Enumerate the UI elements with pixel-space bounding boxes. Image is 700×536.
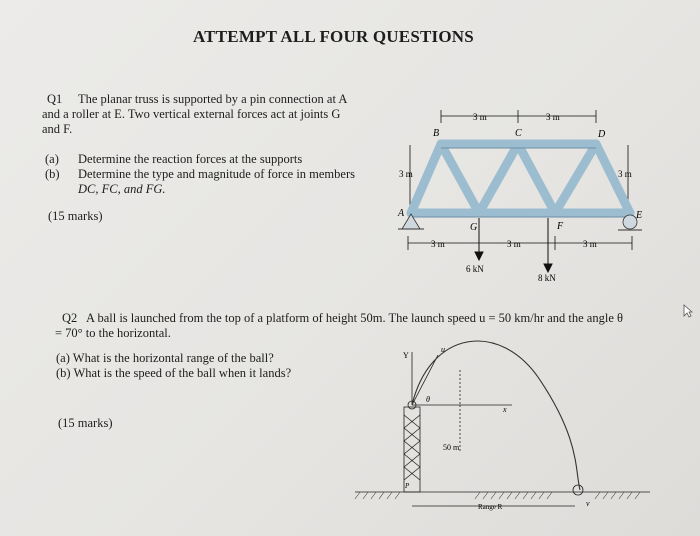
q2-number: Q2	[62, 311, 78, 325]
dim-right: 3 m	[618, 169, 632, 179]
q1-number: Q1	[47, 92, 63, 106]
q1-a-text: Determine the reaction forces at the supports	[78, 152, 303, 166]
q1-line-1: The planar truss is supported by a pin connection at A	[78, 92, 348, 106]
q1-line-3: and F.	[42, 122, 73, 136]
q1-a-label: (a)	[45, 152, 59, 166]
load-label-f: 8 kN	[538, 273, 556, 283]
joint-label-f: F	[557, 221, 564, 232]
x-axis-label: x	[503, 405, 507, 414]
joint-label-a: A	[398, 208, 405, 219]
joint-label-b: B	[433, 128, 440, 139]
range-label: Range R	[478, 503, 503, 511]
q1-b-text: Determine the type and magnitude of force in members	[78, 167, 355, 181]
joint-label-e: E	[636, 210, 643, 221]
load-label-g: 6 kN	[466, 264, 484, 274]
y-axis-label: Y	[403, 351, 409, 360]
launch-tower	[404, 401, 420, 492]
q2-line-1: A ball is launched from the top of a platform of height 50m. The launch speed u = 50 km/hr and the angle θ	[86, 311, 623, 325]
q2-a-text: (a) What is the horizontal range of the ball?	[56, 351, 274, 365]
page-title: ATTEMPT ALL FOUR QUESTIONS	[193, 27, 474, 46]
u-label: u	[441, 345, 445, 354]
q1-b-text-2: DC, FC, and FG.	[78, 182, 166, 196]
mouse-pointer-icon	[683, 304, 693, 318]
dim-top-2: 3 m	[546, 112, 560, 122]
q2-b-text: (b) What is the speed of the ball when it lands?	[56, 366, 292, 380]
q1-b-label: (b)	[45, 167, 60, 181]
theta-label: θ	[426, 395, 430, 404]
dim-bottom-1: 3 m	[431, 239, 445, 249]
dim-top-1: 3 m	[473, 112, 487, 122]
q2-line-2: = 70° to the horizontal.	[55, 326, 171, 340]
dim-bottom-2: 3 m	[507, 239, 521, 249]
dim-left: 3 m	[399, 169, 413, 179]
joint-label-g: G	[470, 222, 478, 233]
q1-line-2: and a roller at E. Two vertical external forces act at joints G	[42, 107, 341, 121]
joint-label-c: C	[515, 128, 522, 139]
joint-label-d: D	[598, 129, 606, 140]
q1-marks: (15 marks)	[48, 209, 103, 223]
q2-marks: (15 marks)	[58, 416, 113, 430]
v-label: v	[586, 499, 590, 508]
p-label: P	[405, 482, 410, 490]
height-label: 50 m	[443, 443, 460, 452]
dim-bottom-3: 3 m	[583, 239, 597, 249]
